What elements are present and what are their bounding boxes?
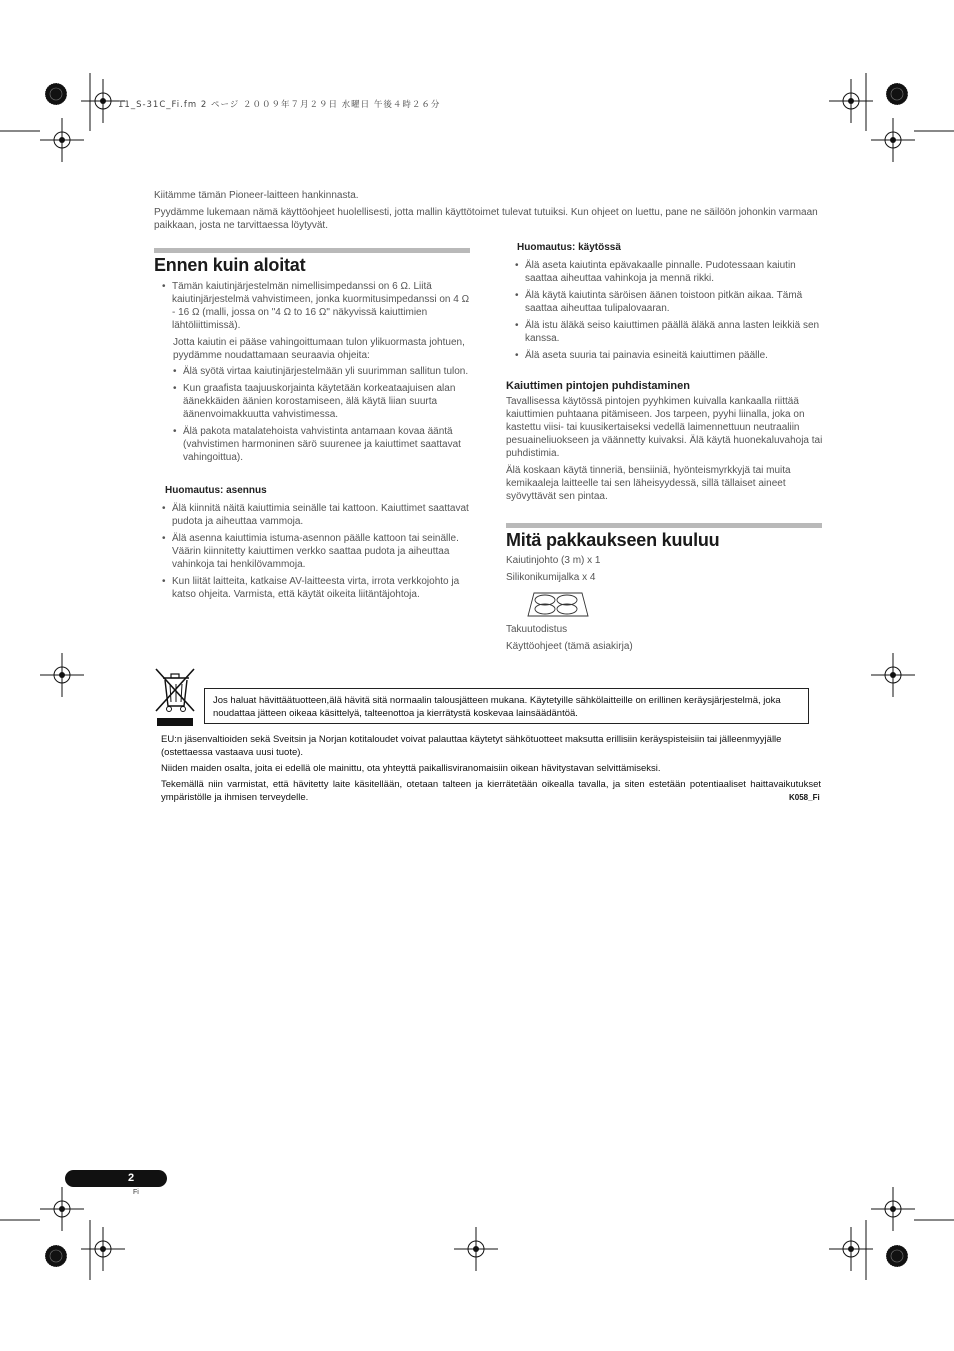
rubber-feet-illustration — [526, 591, 590, 619]
overload-intro: Jotta kaiutin ei pääse vahingoittumaan tulon ylikuormasta johtuen, pyydämme noudattamaan seuraavia ohjeita: — [173, 337, 465, 361]
disposal-other-countries: Niiden maiden osalta, joita ei edellä ole mainittu, ota yhteyttä paikallisviranomaisiin oikean hävitystavan selvittämiseksi. — [161, 763, 661, 774]
list-item: • Älä pakota matalatehoista vahvistinta antamaan kovaa ääntä (vahvistimen harmoninen särö suurenee ja kaiuttimet saattavat vahingoittua). — [173, 425, 473, 464]
cleaning-paragraph-1: Tavallisessa käytössä pintojen pyyhkimen kuivalla kankaalla riittää kaiuttimien puhtaana pitämiseen. Jos tarpeen, pyyhi liinalla, joka on kastettu viisi- tai kuusikertaiseksi vedellä laimennettuun neutraaliin pesuaineliuokseen ja väännetty kuivaksi. Älä käytä huonekaluvahoja tai puhdistimia. — [506, 396, 823, 459]
page-language: Fi — [133, 1189, 139, 1196]
package-item: Silikonikumijalka x 4 — [506, 572, 596, 583]
package-item: Takuutodistus — [506, 624, 568, 635]
list-item: • Älä aseta kaiutinta epävakaalle pinnalle. Pudotessaan kaiutin saattaa aiheuttaa vahinkoja ja mennä rikki. — [515, 259, 823, 285]
intro-instructions: Pyydämme lukemaan nämä käyttöohjeet huolellisesti, jotta mallin käyttötoimet tulevat tutuiksi. Kun ohjeet on luettu, pane ne säilöön johonkin varmaan paikkaan, josta ne tarvittaessa löytyvät. — [154, 207, 818, 231]
list-item: • Älä syötä virtaa kaiutinjärjestelmään yli suurimman sallitun tulon. — [173, 365, 473, 378]
page-number: 2 — [128, 1172, 135, 1184]
section-title-before-start: Ennen kuin aloitat — [154, 255, 306, 275]
cleaning-heading: Kaiuttimen pintojen puhdistaminen — [506, 380, 690, 392]
use-list — [515, 259, 823, 366]
page-number-tab — [65, 1170, 167, 1187]
section-rule — [154, 248, 470, 253]
list-item: • Älä kiinnitä näitä kaiuttimia seinälle tai kattoon. Kaiuttimet saattavat pudota ja aiheuttaa vammoja. — [162, 502, 472, 528]
package-item: Käyttöohjeet (tämä asiakirja) — [506, 641, 633, 652]
list-item: • Älä aseta suuria tai painavia esineitä kaiuttimen päälle. — [515, 349, 823, 362]
install-list — [162, 502, 472, 605]
use-heading: Huomautus: käytössä — [517, 242, 621, 253]
intro-thanks: Kiitämme tämän Pioneer-laitteen hankinnasta. — [154, 190, 359, 201]
list-item: • Älä asenna kaiuttimia istuma-asennon päälle kattoon tai seinälle. Väärin kiinnitetty kaiuttimen verkko saattaa pudota ja aiheuttaa vahinkoja tai henkilövammoja. — [162, 532, 472, 571]
overload-list — [173, 365, 473, 468]
crossed-out-bin-icon — [153, 666, 197, 728]
impedance-list — [162, 280, 472, 336]
cleaning-paragraph-2: Älä koskaan käytä tinneriä, bensiiniä, hyönteismyrkkyjä tai muita kemikaaleja laitteelle tai sen läheisyydessä, sillä tällaiset aineet syövyttävät sen pintaa. — [506, 465, 791, 502]
list-item: • Älä istu äläkä seiso kaiuttimen päällä äläkä anna lasten leikkiä sen kanssa. — [515, 319, 823, 345]
disposal-effects: Tekemällä niin varmistat, että hävitetty laite käsitellään, otetaan talteen ja kierrätetään oikealla tavalla, ja siten estetään potentiaaliset haittavaikutukset ympäristölle ja ihmisen terveydelle. — [161, 779, 821, 803]
package-item: Kaiutinjohto (3 m) x 1 — [506, 555, 601, 566]
section-rule — [506, 523, 822, 528]
list-item: • Kun liität laitteita, katkaise AV-laitteesta virta, irrota verkkojohto ja katso ohjeita. Varmista, että käytät oikeita liitäntäjohtoja. — [162, 575, 472, 601]
file-header: 11_S-31C_Fi.fm 2 ページ ２００９年７月２９日 水曜日 午後４時２６分 — [118, 100, 441, 110]
list-item: • Älä käytä kaiutinta säröisen äänen toistoon pitkän aikaa. Tämä saattaa aiheuttaa tulipalovaaran. — [515, 289, 823, 315]
disposal-eu-paragraph: EU:n jäsenvaltioiden sekä Sveitsin ja Norjan kotitaloudet voivat palauttaa käytetyt sähkötuotteet maksutta erillisiin keräyspisteisiin tai jälleenmyyjälle (ostettaessa vastaava uusi tuote). — [161, 734, 782, 758]
list-item: • Tämän kaiutinjärjestelmän nimellisimpedanssi on 6 Ω. Liitä kaiutinjärjestelmä vahvistimeen, jonka kuormitusimpedanssi on 4 Ω - 16 Ω (malli, jossa on "4 Ω to 16 Ω" näkyvissä kaiuttimien lähtöliittimissä). — [162, 280, 472, 332]
notice-code: K058_Fi — [789, 793, 820, 802]
list-item: • Kun graafista taajuuskorjainta käytetään korkeataajuisen alan äänekkäiden äänien korostamiseen, älä käytä liian suurta äänenvoimakkuutta vahvistimessa. — [173, 382, 473, 421]
disposal-notice-box: Jos haluat hävittäätuotteen,älä hävitä sitä normaalin talousjätteen mukana. Käytetyille sähkölaitteille on erillinen keräysjärjestelmä, joka noudattaa jätteen oikeaa käsittelyä, talteenottoa ja kierrätystä koskevaa lainsäädäntöä. — [204, 688, 809, 724]
install-heading: Huomautus: asennus — [165, 485, 267, 496]
section-title-package: Mitä pakkaukseen kuuluu — [506, 530, 720, 550]
